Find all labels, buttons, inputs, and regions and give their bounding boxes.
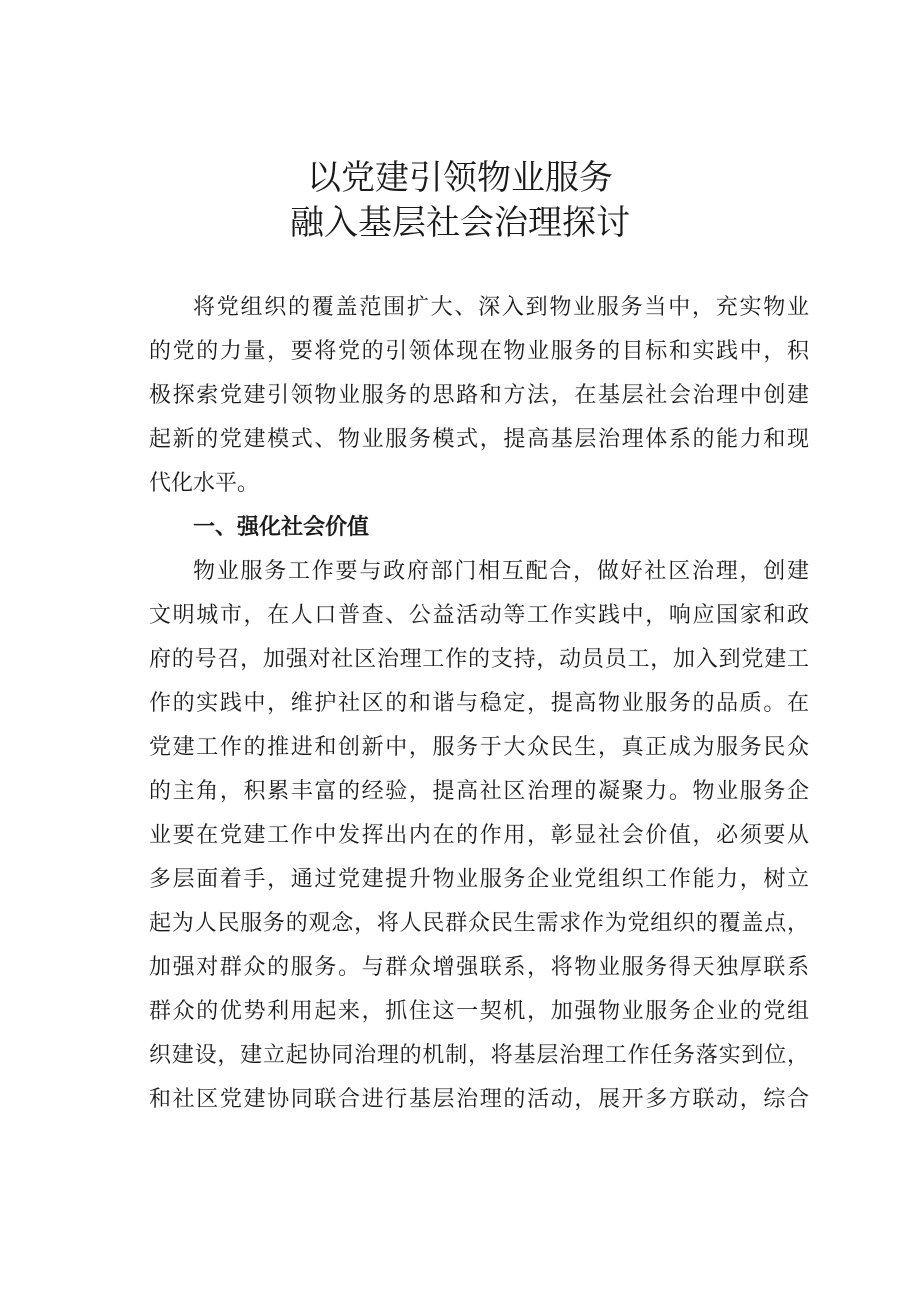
paragraph-2-line-3: 府的号召，加强对社区治理工作的支持，动员员工，加入到党建工 <box>149 647 809 672</box>
section-heading: 一、强化社会价值 <box>193 515 370 540</box>
paragraph-2-line-6: 的主角，积累丰富的经验，提高社区治理的凝聚力。物业服务企 <box>149 779 809 804</box>
paragraph-1-line-2: 的党的力量，要将党的引领体现在物业服务的目标和实践中，积 <box>149 339 809 364</box>
paragraph-2-line-11: 群众的优势利用起来，抓住这一契机，加强物业服务企业的党组 <box>149 999 809 1024</box>
paragraph-2-line-5: 党建工作的推进和创新中，服务于大众民生，真正成为服务民众 <box>149 735 809 760</box>
paragraph-1-line-1: 将党组织的覆盖范围扩大、深入到物业服务当中，充实物业 <box>193 295 809 320</box>
paragraph-2-line-8: 多层面着手，通过党建提升物业服务企业党组织工作能力，树立 <box>149 867 809 892</box>
paragraph-2-line-10: 加强对群众的服务。与群众增强联系，将物业服务得天独厚联系 <box>149 955 809 980</box>
paragraph-2-line-1: 物业服务工作要与政府部门相互配合，做好社区治理，创建 <box>193 559 809 584</box>
paragraph-2-line-4: 作的实践中，维护社区的和谐与稳定，提高物业服务的品质。在 <box>149 691 809 716</box>
paragraph-1-line-5: 代化水平。 <box>149 471 260 496</box>
paragraph-2-line-13: 和社区党建协同联合进行基层治理的活动，展开多方联动，综合 <box>149 1087 809 1112</box>
document-title-line-2: 融入基层社会治理探讨 <box>290 203 630 243</box>
document-title-line-1: 以党建引领物业服务 <box>307 158 613 198</box>
paragraph-2-line-7: 业要在党建工作中发挥出内在的作用，彰显社会价值，必须要从 <box>149 823 809 848</box>
paragraph-2-line-12: 织建设，建立起协同治理的机制，将基层治理工作任务落实到位， <box>149 1043 809 1068</box>
paragraph-1-line-3: 极探索党建引领物业服务的思路和方法，在基层社会治理中创建 <box>149 383 809 408</box>
paragraph-2-line-2: 文明城市，在人口普查、公益活动等工作实践中，响应国家和政 <box>149 603 809 628</box>
paragraph-1-line-4: 起新的党建模式、物业服务模式，提高基层治理体系的能力和现 <box>149 427 809 452</box>
paragraph-2-line-9: 起为人民服务的观念，将人民群众民生需求作为党组织的覆盖点， <box>149 911 809 936</box>
